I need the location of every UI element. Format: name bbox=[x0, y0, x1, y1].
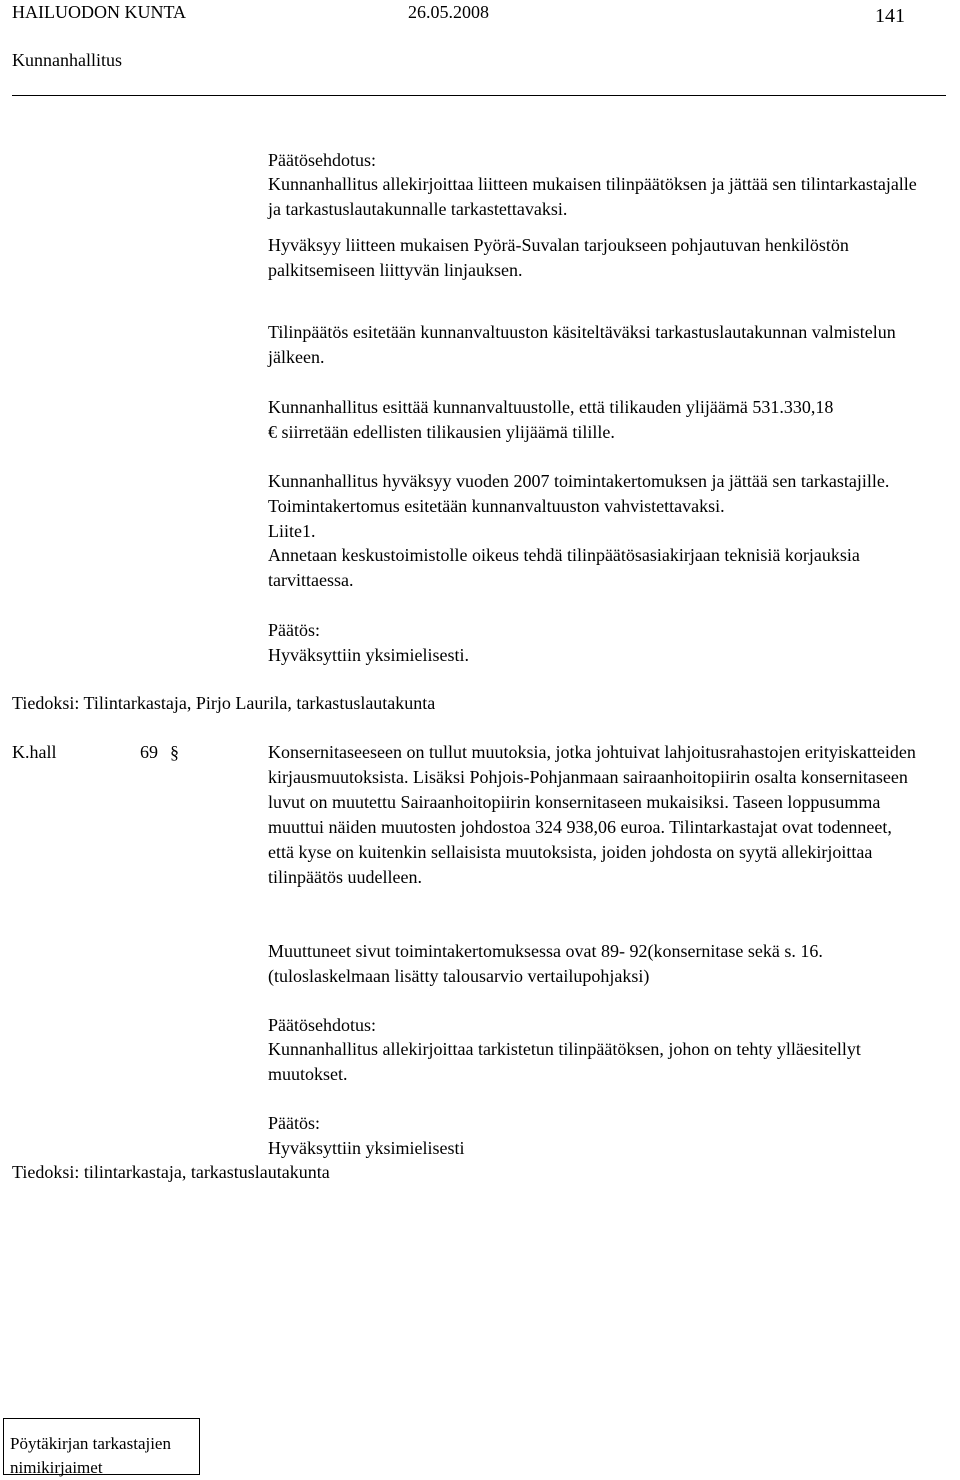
decision-label-2: Päätös: bbox=[268, 1113, 320, 1133]
notice-line: Tiedoksi: Tilintarkastaja, Pirjo Laurila, tarkastuslautakunta bbox=[12, 693, 436, 713]
header-date: 26.05.2008 bbox=[408, 2, 489, 22]
page-number: 141 bbox=[875, 5, 905, 27]
proposal-label-2: Päätösehdotus: bbox=[268, 1015, 376, 1035]
proposal-text: Kunnanhallitus allekirjoittaa liitteen mukaisen tilinpäätöksen ja jättää sen tilintarkastajalle ja tarkastuslautakunnalle tarkastettavaksi. bbox=[268, 174, 917, 219]
attachment-reference: Liite1. bbox=[268, 521, 316, 541]
paragraph-changed-pages: Muuttuneet sivut toimintakertomuksessa ovat 89- 92(konsernitase sekä s. 16. (tuloslaskelmaan lisätty talousarvio vertailupohjaksi) bbox=[268, 941, 823, 986]
body-code: K.hall bbox=[12, 742, 57, 762]
header-municipality: HAILUODON KUNTA bbox=[12, 2, 187, 22]
proposal-label: Päätösehdotus: bbox=[268, 150, 376, 170]
signature-caption-line1: Pöytäkirjan tarkastajien bbox=[10, 1434, 171, 1453]
paragraph-technical-corrections: Annetaan keskustoimistolle oikeus tehdä tilinpäätösasiakirjaan teknisiä korjauksia tarvittaessa. bbox=[268, 545, 860, 590]
notice-line-2: Tiedoksi: tilintarkastaja, tarkastuslautakunta bbox=[12, 1162, 330, 1182]
header-body: Kunnanhallitus bbox=[12, 50, 122, 70]
paragraph-surplus-line2: € siirretään edellisten tilikausien ylijäämä tilille. bbox=[268, 422, 615, 442]
paragraph-annual-report: Kunnanhallitus hyväksyy vuoden 2007 toimintakertomuksen ja jättää sen tarkastajille. Toimintakertomus esitetään kunnanvaltuuston vahvistettavaksi. bbox=[268, 471, 890, 516]
signature-caption-line2: nimikirjaimet bbox=[10, 1458, 103, 1477]
decision-text: Hyväksyttiin yksimielisesti. bbox=[268, 645, 469, 665]
paragraph-consolidated-balance: Konsernitaseeseen on tullut muutoksia, jotka johtuivat lahjoitusrahastojen erityiskatteiden kirjausmuutoksista. Lisäksi Pohjois-Pohjanmaan sairaanhoitopiirin osalta konsernitaseen luvut on muutettu Sairaanhoitopiirin konsernitaseen mukaisiksi. Taseen loppusumma muuttui näiden muutosten johdostoa 324 938,06 euroa. Tilintarkastajat ovat todenneet, että kyse on kuitenkin sellaisista muutoksista, joiden johdosta on syytä allekirjoittaa tilinpäätös uudelleen. bbox=[268, 742, 916, 887]
section-symbol: § bbox=[170, 742, 179, 762]
signature-caption bbox=[10, 1432, 171, 1480]
decision-label: Päätös: bbox=[268, 620, 320, 640]
decision-text-2: Hyväksyttiin yksimielisesti bbox=[268, 1138, 465, 1158]
paragraph-council-review: Tilinpäätös esitetään kunnanvaltuuston käsiteltäväksi tarkastuslautakunnan valmistelun jälkeen. bbox=[268, 322, 896, 367]
item-number: 69 bbox=[140, 742, 158, 762]
paragraph-bonus-policy: Hyväksyy liitteen mukaisen Pyörä-Suvalan tarjoukseen pohjautuvan henkilöstön palkitsemiseen liittyvän linjauksen. bbox=[268, 235, 849, 280]
proposal-text-2: Kunnanhallitus allekirjoittaa tarkistetun tilinpäätöksen, johon on tehty ylläesitellyt muutokset. bbox=[268, 1039, 861, 1084]
header-rule bbox=[12, 95, 946, 96]
paragraph-surplus-line1: Kunnanhallitus esittää kunnanvaltuustolle, että tilikauden ylijäämä 531.330,18 bbox=[268, 397, 834, 417]
